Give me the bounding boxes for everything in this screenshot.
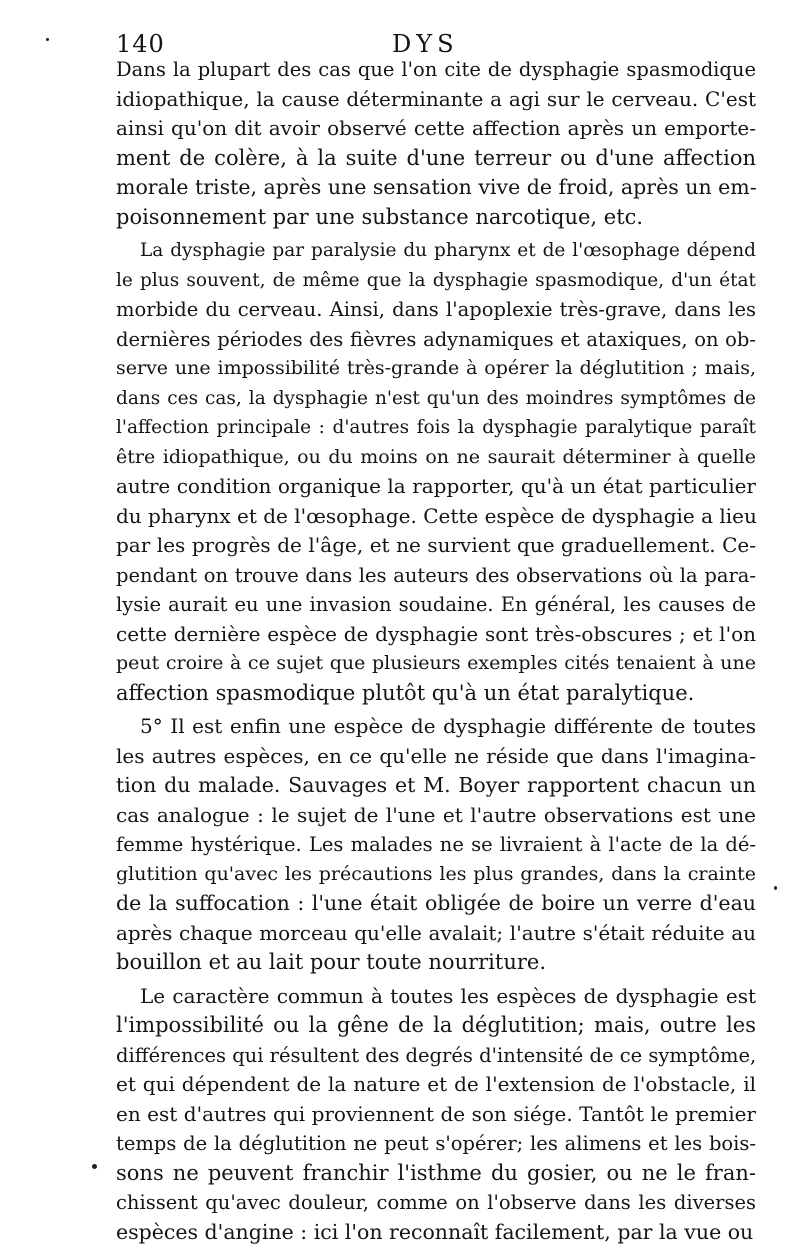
text-line: Le caractère commun à toutes les espèces de dysphagie est bbox=[116, 982, 756, 1012]
text-line: serve une impossibilité très-grande à opérer la déglutition ; mais, bbox=[116, 354, 756, 384]
paragraph bbox=[116, 982, 756, 1247]
text-line: peut croire à ce sujet que plusieurs exemples cités tenaient à une bbox=[116, 649, 756, 679]
text-line: ment de colère, à la suite d'une terreur ou d'une affection bbox=[116, 144, 756, 174]
text-line: cas analogue : le sujet de l'une et l'autre observations est une bbox=[116, 801, 756, 831]
text-line: et qui dépendent de la nature et de l'extension de l'obstacle, il bbox=[116, 1070, 756, 1100]
text-line: dans ces cas, la dysphagie n'est qu'un des moindres symptômes de bbox=[116, 384, 756, 414]
text-line: ainsi qu'on dit avoir observé cette affection après un emporte- bbox=[116, 114, 756, 144]
running-head: DYS bbox=[392, 30, 459, 58]
page-number: 140 bbox=[116, 30, 165, 58]
text-line: tion du malade. Sauvages et M. Boyer rapportent chacun un bbox=[116, 771, 756, 801]
text-line: différences qui résultent des degrés d'intensité de ce symptôme, bbox=[116, 1041, 756, 1071]
text-line: lysie aurait eu une invasion soudaine. En général, les causes de bbox=[116, 590, 756, 620]
text-line: sons ne peuvent franchir l'isthme du gosier, ou ne le fran- bbox=[116, 1159, 756, 1189]
text-line: pendant on trouve dans les auteurs des observations où la para- bbox=[116, 561, 756, 591]
text-line: glutition qu'avec les précautions les plus grandes, dans la crainte bbox=[116, 860, 756, 890]
paragraph bbox=[116, 55, 756, 232]
text-line: l'affection principale : d'autres fois la dysphagie paralytique paraît bbox=[116, 413, 756, 443]
text-line: par les progrès de l'âge, et ne survient que graduellement. Ce- bbox=[116, 531, 756, 561]
text-line: l'impossibilité ou la gêne de la déglutition; mais, outre les bbox=[116, 1011, 756, 1041]
text-line: bouillon et au lait pour toute nourriture. bbox=[116, 948, 756, 978]
text-line: La dysphagie par paralysie du pharynx et de l'œsophage dépend bbox=[116, 236, 756, 266]
paragraph bbox=[116, 712, 756, 978]
text-line: 5° Il est enfin une espèce de dysphagie différente de toutes bbox=[116, 712, 756, 742]
text-line: autre condition organique la rapporter, qu'à un état particulier bbox=[116, 472, 756, 502]
scan-speck bbox=[92, 1164, 97, 1169]
text-line: morale triste, après une sensation vive de froid, après un em- bbox=[116, 173, 756, 203]
text-line: temps de la déglutition ne peut s'opérer; les alimens et les bois- bbox=[116, 1129, 756, 1159]
text-line: les autres espèces, en ce qu'elle ne réside que dans l'imagina- bbox=[116, 742, 756, 772]
text-line: de la suffocation : l'une était obligée de boire un verre d'eau bbox=[116, 889, 756, 919]
text-line: poisonnement par une substance narcotique, etc. bbox=[116, 203, 756, 233]
text-line: être idiopathique, ou du moins on ne saurait déterminer à quelle bbox=[116, 443, 756, 473]
text-line: morbide du cerveau. Ainsi, dans l'apoplexie très-grave, dans les bbox=[116, 295, 756, 325]
text-line: dernières périodes des fièvres adynamiques et ataxiques, on ob- bbox=[116, 325, 756, 355]
paragraph bbox=[116, 236, 756, 708]
text-line: du pharynx et de l'œsophage. Cette espèce de dysphagie a lieu bbox=[116, 502, 756, 532]
text-line: cette dernière espèce de dysphagie sont très-obscures ; et l'on bbox=[116, 620, 756, 650]
text-line: Dans la plupart des cas que l'on cite de dysphagie spasmodique bbox=[116, 55, 756, 85]
scan-speck bbox=[774, 886, 777, 890]
text-line: idiopathique, la cause déterminante a agi sur le cerveau. C'est bbox=[116, 85, 756, 115]
text-line: espèces d'angine : ici l'on reconnaît facilement, par la vue ou bbox=[116, 1218, 756, 1247]
text-line: après chaque morceau qu'elle avalait; l'autre s'était réduite au bbox=[116, 919, 756, 949]
text-line: femme hystérique. Les malades ne se livraient à l'acte de la dé- bbox=[116, 830, 756, 860]
body-text bbox=[116, 55, 756, 1247]
text-line: en est d'autres qui proviennent de son siége. Tantôt le premier bbox=[116, 1100, 756, 1130]
text-line: chissent qu'avec douleur, comme on l'observe dans les diverses bbox=[116, 1188, 756, 1218]
scan-speck bbox=[46, 38, 49, 41]
text-line: affection spasmodique plutôt qu'à un état paralytique. bbox=[116, 679, 756, 709]
text-line: le plus souvent, de même que la dysphagie spasmodique, d'un état bbox=[116, 266, 756, 296]
